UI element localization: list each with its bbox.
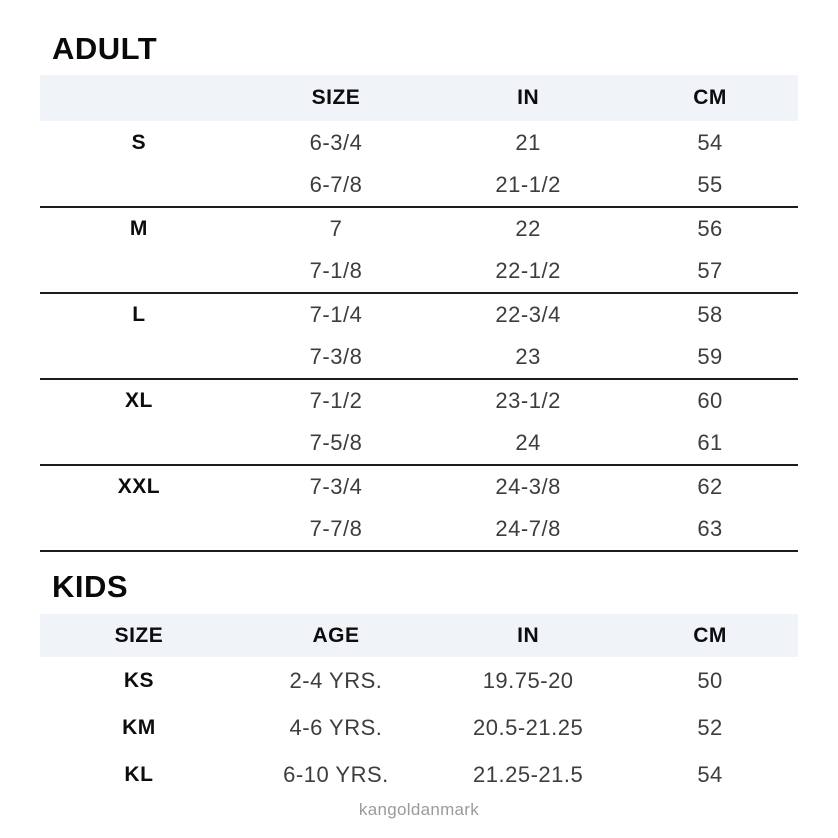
- table-row: [40, 751, 798, 798]
- value-cell: 54: [697, 129, 723, 155]
- size-label-cell: [40, 508, 238, 551]
- value-cell: 24-7/8: [434, 508, 622, 551]
- value-cell: 23-1/2: [495, 388, 561, 413]
- value-cell: 2-4 YRS.: [289, 667, 383, 693]
- value-cell: 57: [622, 250, 798, 293]
- value-cell: 60: [697, 388, 723, 413]
- value-cell: 7-1/8: [238, 250, 434, 293]
- column-header: IN: [434, 614, 622, 657]
- column-header: IN: [434, 75, 622, 121]
- table-row: [40, 657, 798, 704]
- value-cell: 4-6 YRS.: [289, 714, 383, 740]
- value-cell: 21-1/2: [434, 164, 622, 207]
- value-cell: 22: [515, 216, 541, 241]
- size-label-cell: KM: [122, 715, 156, 739]
- column-header: SIZE: [40, 614, 238, 657]
- size-label-cell: XXL: [117, 475, 161, 498]
- value-cell: 52: [697, 714, 723, 740]
- size-label-cell: [40, 422, 238, 465]
- brand-watermark: kangoldanmark: [358, 800, 480, 819]
- table-row: [40, 293, 798, 336]
- value-cell: 6-3/4: [309, 129, 363, 155]
- value-cell: 7-5/8: [238, 422, 434, 465]
- value-cell: 59: [622, 336, 798, 379]
- value-cell: 55: [622, 164, 798, 207]
- table-row: [40, 508, 798, 551]
- column-header: [40, 75, 238, 121]
- kids-section-title: KIDS: [52, 569, 129, 604]
- value-cell: 20.5-21.25: [473, 714, 584, 740]
- value-cell: 24: [434, 422, 622, 465]
- value-cell: 7-3/4: [309, 474, 363, 499]
- kids-size-table: [40, 614, 798, 798]
- size-label-cell: XL: [124, 389, 153, 412]
- value-cell: 63: [622, 508, 798, 551]
- size-label-cell: [40, 336, 238, 379]
- value-cell: 23: [434, 336, 622, 379]
- table-row: [40, 164, 798, 207]
- value-cell: 7: [329, 216, 343, 241]
- value-cell: 22-3/4: [495, 302, 561, 327]
- table-row: [40, 465, 798, 508]
- value-cell: 21.25-21.5: [473, 761, 584, 787]
- table-row: [40, 379, 798, 422]
- value-cell: 54: [697, 761, 723, 787]
- size-label-cell: L: [132, 303, 146, 326]
- value-cell: 6-7/8: [238, 164, 434, 207]
- value-cell: 62: [697, 474, 723, 499]
- value-cell: 6-10 YRS.: [283, 761, 389, 787]
- value-cell: 56: [697, 216, 723, 241]
- value-cell: 21: [515, 129, 541, 155]
- table-row: [40, 422, 798, 465]
- column-header: SIZE: [238, 75, 434, 121]
- value-cell: 7-3/8: [238, 336, 434, 379]
- value-cell: 7-1/4: [309, 302, 363, 327]
- value-cell: 61: [622, 422, 798, 465]
- table-row: [40, 207, 798, 250]
- value-cell: 7-7/8: [238, 508, 434, 551]
- table-row: [40, 704, 798, 751]
- value-cell: 58: [697, 302, 723, 327]
- table-row: [40, 121, 798, 164]
- size-label-cell: KS: [123, 668, 154, 692]
- size-label-cell: [40, 164, 238, 207]
- value-cell: 50: [697, 667, 723, 693]
- column-header: CM: [622, 75, 798, 121]
- adult-size-table: [40, 75, 798, 552]
- column-header: AGE: [238, 614, 434, 657]
- value-cell: 22-1/2: [434, 250, 622, 293]
- value-cell: 24-3/8: [495, 474, 561, 499]
- size-label-cell: [40, 250, 238, 293]
- value-cell: 19.75-20: [482, 667, 574, 693]
- adult-section-title: ADULT: [52, 31, 158, 66]
- adult-table-header: [40, 75, 798, 121]
- size-label-cell: KL: [124, 762, 154, 786]
- table-row: [40, 250, 798, 293]
- value-cell: 7-1/2: [309, 388, 363, 413]
- column-header: CM: [622, 614, 798, 657]
- size-label-cell: S: [131, 130, 147, 154]
- table-row: [40, 336, 798, 379]
- kids-table-header: [40, 614, 798, 657]
- size-label-cell: M: [129, 217, 148, 240]
